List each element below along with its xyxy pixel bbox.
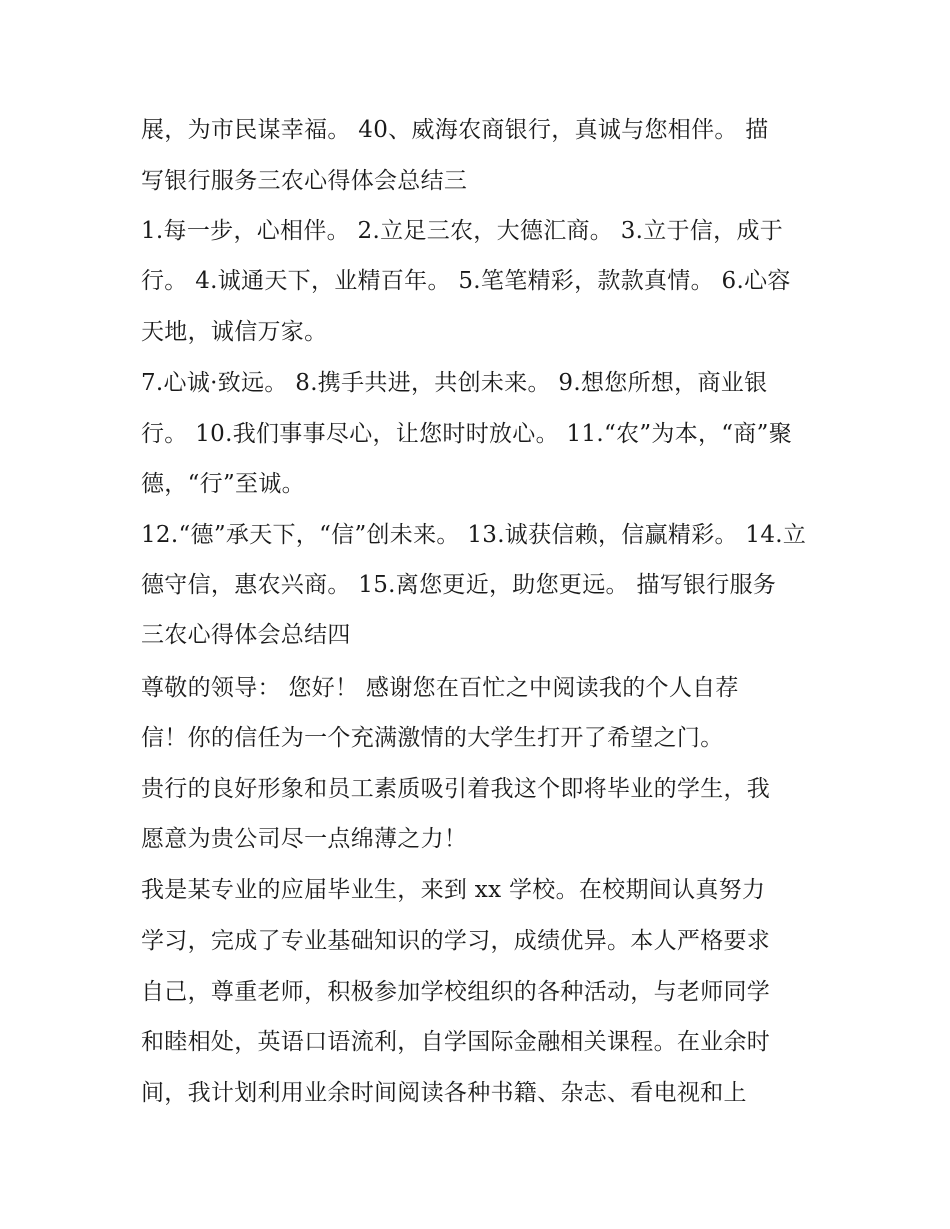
text-line: 德守信，惠农兴商。 15.离您更近，助您更远。 描写银行服务 <box>141 572 777 598</box>
text-line: 行。 10.我们事事尽心，让您时时放心。 11.“农”为本，“商”聚 <box>141 421 793 447</box>
text-line: 愿意为贵公司尽一点绵薄之力！ <box>141 826 468 852</box>
text-line: 德，“行”至诚。 <box>141 471 305 497</box>
text-line: 写银行服务三农心得体会总结三 <box>141 168 468 194</box>
text-line: 展，为市民谋幸福。 40、威海农商银行，真诚与您相伴。 描 <box>141 117 769 143</box>
text-line: 自己，尊重老师，积极参加学校组织的各种活动，与老师同学 <box>141 979 771 1005</box>
text-line: 尊敬的领导： 您好！ 感谢您在百忙之中阅读我的个人自荐 <box>141 675 739 701</box>
text-line: 学习，完成了专业基础知识的学习，成绩优异。本人严格要求 <box>141 928 771 954</box>
text-line: 和睦相处，英语口语流利，自学国际金融相关课程。在业余时 <box>141 1029 771 1055</box>
text-line: 我是某专业的应届毕业生，来到 xx 学校。在校期间认真努力 <box>141 877 766 903</box>
text-line: 12.“德”承天下，“信”创未来。 13.诚获信赖，信赢精彩。 14.立 <box>141 522 807 548</box>
text-line: 1.每一步，心相伴。 2.立足三农，大德汇商。 3.立于信，成于 <box>141 218 784 244</box>
text-line: 贵行的良好形象和员工素质吸引着我这个即将毕业的学生，我 <box>141 776 771 802</box>
text-line: 信！你的信任为一个充满激情的大学生打开了希望之门。 <box>141 725 724 751</box>
text-line: 三农心得体会总结四 <box>141 622 351 648</box>
text-line: 7.心诚·致远。 8.携手共进，共创未来。 9.想您所想，商业银 <box>141 370 768 396</box>
text-line: 间，我计划利用业余时间阅读各种书籍、杂志、看电视和上 <box>141 1080 747 1106</box>
text-line: 行。 4.诚通天下，业精百年。 5.笔笔精彩，款款真情。 6.心容 <box>141 268 791 294</box>
text-line: 天地，诚信万家。 <box>141 319 328 345</box>
